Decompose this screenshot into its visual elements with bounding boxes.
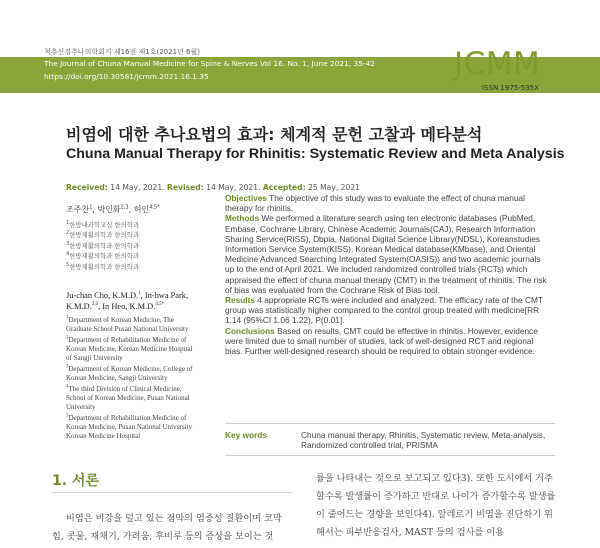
- author-kr-2: 박인화: [97, 205, 121, 214]
- abstract-methods: Methods We performed a literature search using ten electronic databases (PubMed, Embase, Cochrane Library, Chinese Academic Journals(CAJ), Research Information Sharing Service(RISS), Dbpia, National Digital Science Library(NDSL), Koreanstudies Information Service System(KISS), Korean Medical database(KMbase), and Oriental Medicine Advanced Searching Integrated System(OASIS)) and two academic journals up to the end of April 2021. We included randomized controlled trials (RCTs) which appraised the effect of chuna manual therapy (CMT) in the treatment of rhinitis. The risk of bias was evaluated from the Cochrane Risk of Bias tool.: [225, 213, 547, 295]
- author-kr-3: 허인: [133, 205, 150, 214]
- body-text-right: 률을 나타내는 것으로 보고되고 있다3). 또한 도시에서 거주할수록 발생률이 증가하고 반대로 나이가 증가할수록 발생률이 줄어드는 경향을 보인다4). 알레르기 비염을 진단하기 위해서는 피부반응검사, MAST 등의 검사를 이용: [316, 473, 556, 538]
- revised-label: Revised:: [167, 183, 204, 192]
- author-kr-3-sup: 4,5*: [149, 204, 160, 211]
- affiliation-en-4: $^4$The third Division of Clinical Medicine, School of Korean Medicine, Pusan National University: [66, 384, 190, 412]
- issn: ISSN 1975-535X: [482, 84, 539, 92]
- affiliation-kr-1: $^1$한방내과학교실 한의학과: [66, 219, 140, 229]
- article-dates: [66, 183, 360, 192]
- doi-link[interactable]: https://doi.org/10.30581/jcmm.2021.16.1.35: [44, 72, 209, 81]
- author-kr-1-sup: 1: [89, 204, 93, 211]
- affiliation-kr-5: $^5$한방재활의학과 한의학과: [66, 261, 140, 271]
- keywords-label: Key words: [225, 430, 267, 440]
- journal-header: [0, 0, 600, 100]
- keywords-top-rule: [225, 423, 555, 424]
- author-kr-1: 조주찬: [66, 205, 90, 214]
- keywords-values: Chuna manual therapy, Rhinitis, Systematic review, Meta-analysis, Randomized controlled trial, PRISMA: [301, 430, 546, 451]
- affiliation-kr-3: $^3$한방재활의학과 한의학과: [66, 240, 140, 250]
- keywords-bottom-rule: [225, 455, 555, 456]
- abstract-results: Results 4 appropriate RCTs were included and analyzed. The efficacy rate of the CMT group was statistically higher compared to the control group treated with medicine[RR 1.14 (95%CI 1.06 1.22), P(0.01].: [225, 295, 543, 326]
- affiliation-en-2: $^2$Department of Rehabilitation Medicine of Korean Medicine, Korean Medicine Hospital of Sangji University: [66, 335, 193, 363]
- section-rule: [52, 492, 292, 493]
- authors-korean: 조주찬$^1$, 박인화$^{2,3}$, 허인$^{4,5*}$: [66, 204, 160, 214]
- authors-english: Ju-chan Cho, K.M.D.$^1$, In-hwa Park, K.M.D.$^{2,3}$, In Heo, K.M.D.$^{4,5*}$: [66, 291, 189, 312]
- affiliations-korean: [66, 220, 194, 272]
- author-column: [66, 204, 194, 443]
- title-korean: 비염에 대한 추나요법의 효과: 체계적 문헌 고찰과 메타분석: [66, 125, 483, 144]
- abstract-conclusions: Conclusions Based on results, CMT could be effective in rhinitis. However, evidence were limited due to small number of studies, lack of well-designed RCT and regional bias. Further well-designed research should be required to obtain stronger evidence.: [225, 325, 538, 357]
- abstract: [225, 193, 548, 356]
- accepted-date: 25 May, 2021: [308, 183, 360, 192]
- affiliation-en-3: $^3$Department of Korean Medicine, College of Korean Medicine, Sangji University: [66, 364, 193, 383]
- received-date: 14 May, 2021.: [110, 183, 165, 192]
- affiliation-kr-2: $^2$한방재활의학과 한의학과: [66, 230, 140, 240]
- affiliation-kr-4: $^4$한방재활의학과 한의학과: [66, 251, 140, 261]
- author-kr-2-sup: 2,3: [120, 204, 129, 211]
- accepted-label: Accepted:: [262, 183, 306, 192]
- section-heading: 1. 서론: [52, 473, 99, 489]
- journal-name-english: The Journal of Chuna Manual Medicine for Spine & Nerves Vol 16. No. 1, June 2021, 35-42: [44, 59, 375, 68]
- journal-logo: JCMM: [454, 46, 541, 82]
- keywords: [225, 430, 555, 450]
- abstract-objectives: Objectives The objective of this study was to evaluate the effect of chuna manual therapy for rhinitis.: [225, 193, 525, 214]
- title-english: Chuna Manual Therapy for Rhinitis: Systematic Review and Meta Analysis: [66, 146, 565, 162]
- affiliation-en-1: $^1$Department of Korean Medicine, The Graduate School Pusan National University: [66, 315, 189, 334]
- journal-name-korean: 척추신경추나의학회지 제16권 제1호(2021년 6월): [44, 48, 200, 56]
- revised-date: 14 May, 2021.: [206, 183, 261, 192]
- affiliation-en-5: $^5$Department of Rehabilitation Medicine of Korean Medicine, Pusan National University Korean Medicine Hospital: [66, 413, 193, 441]
- received-label: Received:: [66, 183, 108, 192]
- body-text-left: 비염은 비강을 덮고 있는 점막의 염증성 질환이며 코막힘, 콧물, 재채기, 가려움, 후비루 등의 증상을 보이는 것: [52, 513, 282, 542]
